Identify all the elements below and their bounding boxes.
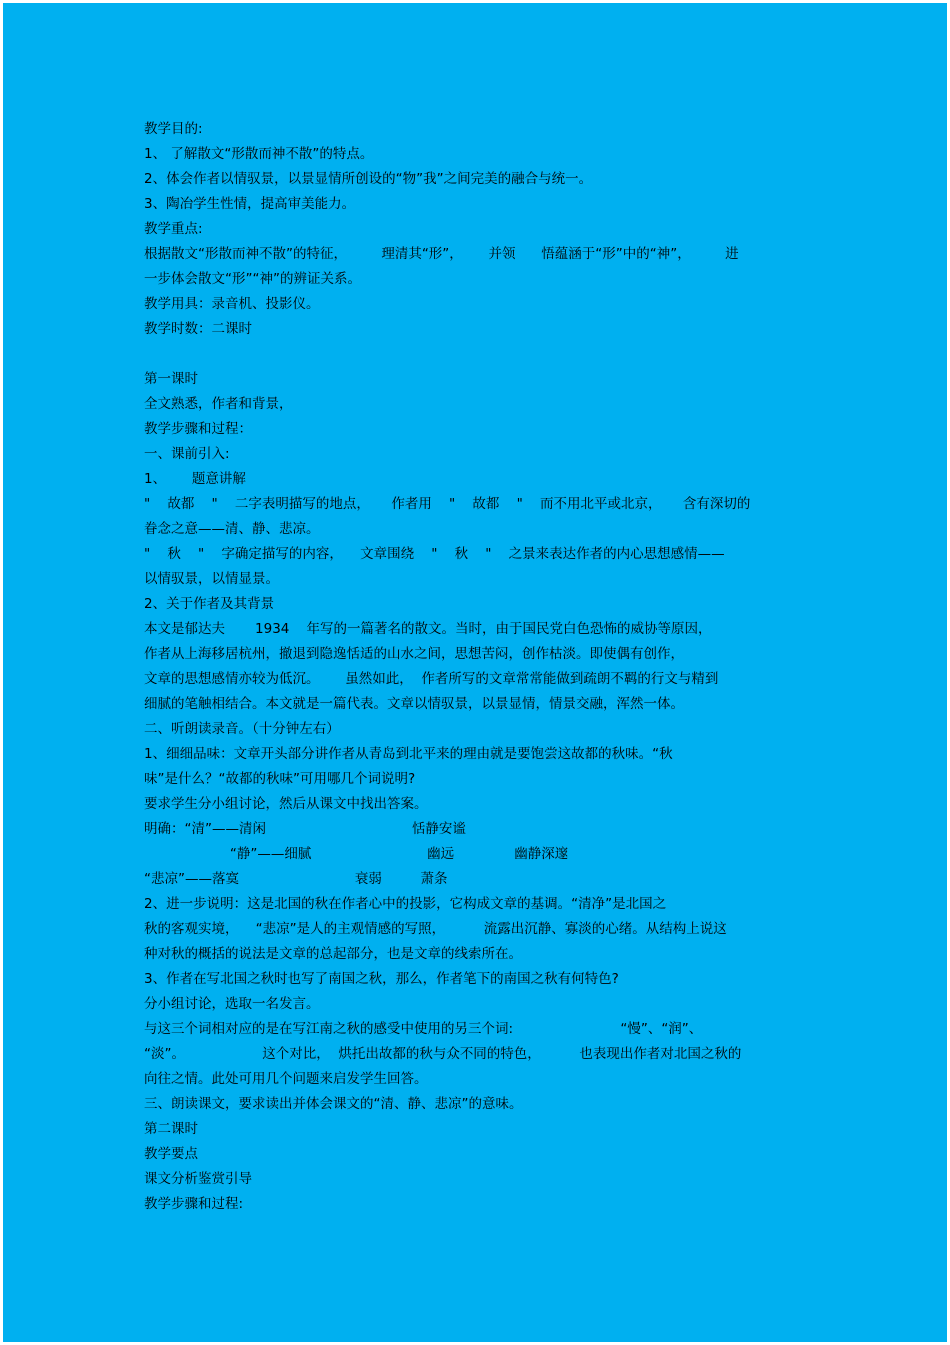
contrast-line-3: 向往之情。此处可用几个问题来启发学生回答。 (144, 1071, 428, 1087)
author-line-2: 作者从上海移居杭州，撤退到隐逸恬适的山水之间，思想苦闷，创作枯淡。即使偶有创作， (144, 646, 684, 662)
section-listening: 二、听朗读录音。（十分钟左右） (144, 721, 340, 737)
heading-teaching-objectives: 教学目的: (144, 121, 203, 137)
teaching-tools: 教学用具：录音机、投影仪。 (144, 296, 320, 312)
author-line-4: 细腻的笔触相结合。本文就是一篇代表。文章以情驭景，以景显情，情景交融，浑然一体。 (144, 696, 684, 712)
clarify-jing: “静”——细腻 幽远 幽静深邃 (144, 846, 569, 862)
objective-3: 3、陶冶学生性情，提高审美能力。 (144, 196, 356, 212)
document-page (3, 3, 947, 1342)
heading-steps-1: 教学步骤和过程： (144, 421, 252, 437)
qiu-line-1: " 秋 " 字确定描写的内容， 文章围绕 " 秋 " 之景来表达作者的内心思想感情—— (144, 546, 725, 562)
gudu-line-2: 眷念之意——清、静、悲凉。 (144, 521, 320, 537)
focus-line-1: 根据散文“形散而神不散”的特征， 理清其“形”， 并领 悟蕴涵于“形”中的“神”， 进 (144, 246, 739, 262)
section-reading: 三、朗读课文，要求读出并体会课文的“清、静、悲凉”的意味。 (144, 1096, 523, 1112)
clarify-beiliang: “悲凉”——落寞 衰弱 萧条 (144, 871, 448, 887)
author-line-3: 文章的思想感情亦较为低沉。 虽然如此， 作者所写的文章常常能做到疏朗不羁的行文与精到 (144, 671, 719, 687)
contrast-line-2: “淡”。 这个对比， 烘托出故都的秋与众不同的特色， 也表现出作者对北国之秋的 (144, 1046, 742, 1062)
south-autumn-question: 3、作者在写北国之秋时也写了南国之秋，那么，作者笔下的南国之秋有何特色? (144, 971, 619, 987)
contrast-line-1: 与这三个词相对应的是在写江南之秋的感受中使用的另三个词: “慢”、“润”、 (144, 1021, 703, 1037)
south-autumn-discussion: 分小组讨论，选取一名发言。 (144, 996, 320, 1012)
heading-steps-2: 教学步骤和过程: (144, 1196, 244, 1212)
teaching-hours: 教学时数：二课时 (144, 321, 252, 337)
further-line-2: 秋的客观实境， “悲凉”是人的主观情感的写照， 流露出沉静、寡淡的心绪。从结构上说这 (144, 921, 727, 937)
heading-lesson-1: 第一课时 (144, 371, 198, 387)
lesson-2-analysis: 课文分析鉴赏引导 (144, 1171, 252, 1187)
further-line-1: 2、进一步说明：这是北国的秋在作者心中的投影，它构成文章的基调。“清净”是北国之 (144, 896, 667, 912)
focus-line-2: 一步体会散文“形”“神”的辨证关系。 (144, 271, 361, 287)
savor-line-1: 1、细细品味：文章开头部分讲作者从青岛到北平来的理由就是要饱尝这故都的秋味。“秋 (144, 746, 673, 762)
title-explanation: 1、 题意讲解 (144, 471, 246, 487)
group-discussion: 要求学生分小组讨论，然后从课文中找出答案。 (144, 796, 428, 812)
clarify-qing: 明确：“清”——清闲 恬静安谧 (144, 821, 466, 837)
objective-2: 2、体会作者以情驭景，以景显情所创设的“物”我”之间完美的融合与统一。 (144, 171, 593, 187)
heading-lesson-2: 第二课时 (144, 1121, 198, 1137)
section-intro: 一、课前引入: (144, 446, 230, 462)
author-background-heading: 2、关于作者及其背景 (144, 596, 275, 612)
further-line-3: 种对秋的概括的说法是文章的总起部分，也是文章的线索所在。 (144, 946, 522, 962)
lesson-1-summary: 全文熟悉，作者和背景， (144, 396, 293, 412)
savor-line-2: 味”是什么？“故都的秋味”可用哪几个词说明? (144, 771, 416, 787)
heading-teaching-focus: 教学重点: (144, 221, 203, 237)
gudu-line-1: " 故都 " 二字表明描写的地点， 作者用 " 故都 " 而不用北平或北京， 含有深切的 (144, 496, 751, 512)
objective-1: 1、 了解散文“形散而神不散”的特点。 (144, 146, 374, 162)
lesson-2-key-points: 教学要点 (144, 1146, 198, 1162)
qiu-line-2: 以情驭景，以情显景。 (144, 571, 279, 587)
author-line-1: 本文是郁达夫 1934 年写的一篇著名的散文。当时，由于国民党白色恐怖的威协等原因， (144, 621, 712, 637)
